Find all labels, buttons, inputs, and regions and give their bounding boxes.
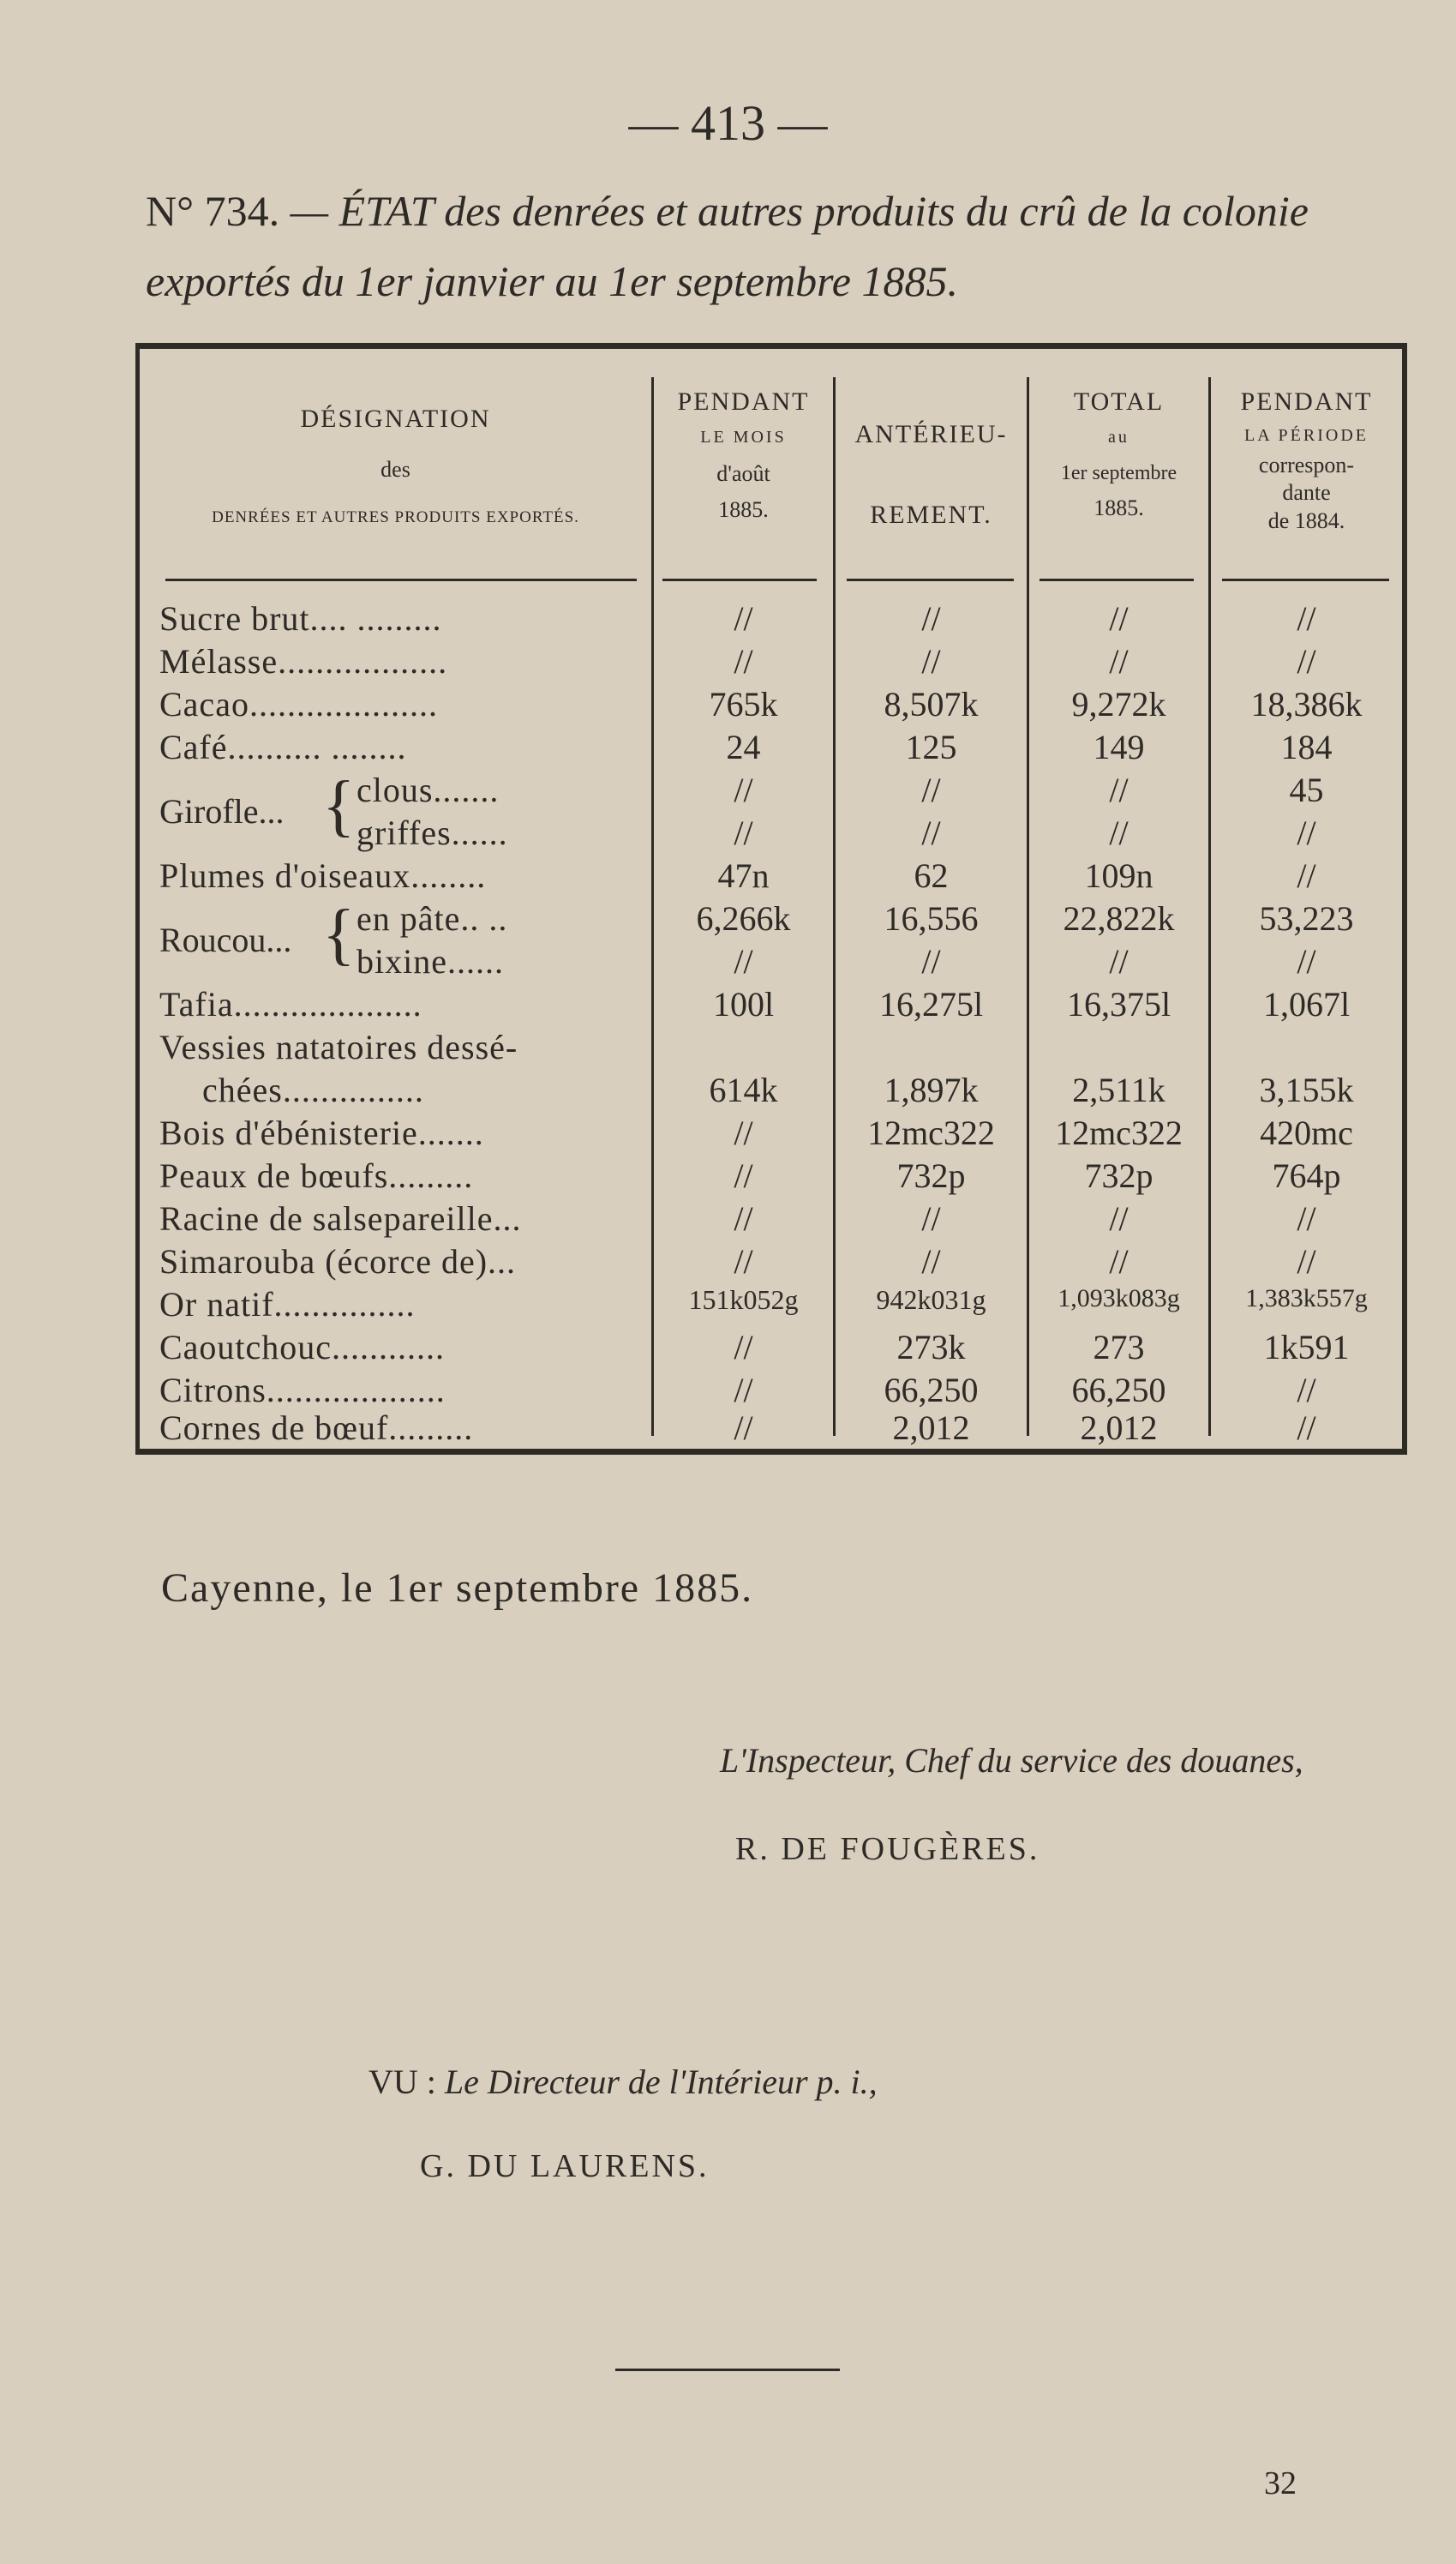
cell-value: 2,012 — [892, 1408, 970, 1447]
cell-value: 1k591 — [1263, 1328, 1350, 1366]
cell-value: 100l — [712, 985, 775, 1024]
cell-value: // — [1297, 1408, 1316, 1447]
cell-value: 764p — [1272, 1156, 1341, 1195]
cell-value: // — [734, 1371, 753, 1409]
cell-value: 66,250 — [884, 1371, 979, 1409]
cell-value: // — [1297, 642, 1316, 681]
cell-value: 53,223 — [1259, 899, 1354, 938]
group-label-roucou: Roucou... — [159, 921, 292, 959]
cell-value: // — [921, 642, 941, 681]
cell-value: 1,093k083g — [1058, 1284, 1180, 1312]
cell-value: 942k031g — [876, 1284, 986, 1315]
cell-value: 45 — [1289, 771, 1324, 809]
cell-value: // — [734, 1156, 753, 1195]
cell-value: // — [921, 942, 941, 981]
cell-value: 1,383k557g — [1245, 1284, 1368, 1312]
cell-value: 9,272k — [1071, 685, 1166, 724]
cell-value: 2,012 — [1080, 1408, 1158, 1447]
cell-value: // — [921, 814, 941, 852]
footer-rule — [615, 2369, 840, 2371]
cell-value: // — [734, 1199, 753, 1238]
cell-value: // — [734, 1242, 753, 1281]
cell-value: 420mc — [1260, 1114, 1353, 1152]
cell-value: // — [1297, 856, 1316, 895]
cell-value: 125 — [905, 728, 957, 766]
cell-value: 273k — [896, 1328, 966, 1366]
table-bottom-rule — [135, 1449, 1407, 1455]
header-rule-3 — [847, 579, 1014, 581]
cell-value: // — [1297, 1199, 1316, 1238]
cell-value: 765k — [709, 685, 778, 724]
signature-2-prefix: VU : — [368, 2063, 436, 2101]
cell-value: 1,067l — [1262, 985, 1351, 1024]
cell-value: // — [734, 942, 753, 981]
page-number: — 413 — — [628, 95, 828, 151]
cell-value: 184 — [1280, 728, 1333, 766]
group-label-girofle: Girofle... — [159, 792, 285, 831]
cell-value: 6,266k — [696, 899, 791, 938]
row-label: Simarouba (écorce de)... — [159, 1242, 517, 1281]
cell-value: 18,386k — [1250, 685, 1363, 724]
cell-value: 62 — [914, 856, 949, 895]
cell-value: // — [1297, 1371, 1316, 1409]
cell-value: // — [921, 1199, 941, 1238]
group-brace: { — [322, 768, 356, 844]
cell-value: 2,511k — [1072, 1071, 1165, 1109]
cell-value: 3,155k — [1259, 1071, 1354, 1109]
cell-value: // — [734, 1114, 753, 1152]
cell-value: // — [1297, 599, 1316, 638]
header-total: TOTAL au 1er septembre 1885. — [1060, 387, 1177, 520]
signature-1-name: R. DE FOUGÈRES. — [735, 1831, 1040, 1867]
header-rule-5 — [1222, 579, 1389, 581]
row-label: Sucre brut.... ......... — [159, 599, 442, 638]
cell-value: // — [734, 642, 753, 681]
cell-value: 8,507k — [884, 685, 979, 724]
cell-value: // — [1297, 814, 1316, 852]
cell-value: // — [734, 1408, 753, 1447]
cell-value: 1,897k — [884, 1071, 979, 1109]
cell-value: 47n — [717, 856, 770, 895]
cell-value: 16,375l — [1066, 985, 1171, 1024]
cell-value: // — [1109, 814, 1129, 852]
table-top-rule — [135, 343, 1407, 349]
title-number: N° 734. — [146, 187, 280, 235]
sheet-number: 32 — [1264, 2465, 1297, 2501]
cell-value: 732p — [1084, 1156, 1153, 1195]
cell-value: // — [1297, 942, 1316, 981]
cell-value: // — [1109, 642, 1129, 681]
header-before: ANTÉRIEU- REMENT. — [854, 420, 1008, 529]
header-rule-2 — [662, 579, 817, 581]
row-label: Tafia.................... — [159, 985, 422, 1024]
row-label: en pâte.. .. — [357, 899, 508, 938]
document-title — [146, 176, 1380, 316]
row-label: Cornes de bœuf......... — [159, 1408, 474, 1447]
cell-value: // — [734, 1328, 753, 1366]
cell-value: // — [734, 771, 753, 809]
export-table — [135, 343, 1407, 1455]
signature-2-title: Le Directeur de l'Intérieur p. i., — [444, 2063, 878, 2101]
place-date: Cayenne, le 1er septembre 1885. — [161, 1565, 754, 1611]
row-label: griffes...... — [357, 814, 508, 852]
cell-value: // — [921, 771, 941, 809]
cell-value: 109n — [1084, 856, 1153, 895]
cell-value: // — [1109, 1242, 1129, 1281]
cell-value: // — [734, 814, 753, 852]
row-label: Mélasse.................. — [159, 642, 448, 681]
row-label: Plumes d'oiseaux........ — [159, 856, 487, 895]
cell-value: // — [734, 599, 753, 638]
signature-2-role — [368, 2062, 878, 2102]
cell-value: // — [1109, 771, 1129, 809]
header-rule-4 — [1040, 579, 1194, 581]
title-text: — ÉTAT des denrées et autres produits du crû de la colonie exportés du 1er janvier au 1er septembre 1885. — [146, 187, 1309, 305]
header-period: PENDANT LA PÉRIODE correspon- dante de 1884. — [1240, 387, 1373, 533]
cell-value: // — [1109, 599, 1129, 638]
row-label: Or natif............... — [159, 1285, 416, 1324]
cell-value: 614k — [709, 1071, 778, 1109]
header-designation: DÉSIGNATION des DENRÉES ET AUTRES PRODUITS EXPORTÉS. — [212, 405, 579, 526]
cell-value: // — [1297, 1242, 1316, 1281]
row-label: Vessies natatoires dessé- — [159, 1028, 518, 1066]
table-right-rule — [1402, 343, 1407, 1455]
cell-value: 149 — [1093, 728, 1145, 766]
cell-value: 151k052g — [688, 1284, 799, 1315]
cell-value: // — [1109, 1199, 1129, 1238]
row-label: Café.......... ........ — [159, 728, 407, 766]
row-label: clous....... — [357, 771, 500, 809]
signature-1-role: L'Inspecteur, Chef du service des douanes, — [720, 1741, 1303, 1780]
row-label: Bois d'ébénisterie....... — [159, 1114, 484, 1152]
cell-value: 732p — [896, 1156, 966, 1195]
cell-value: 22,822k — [1063, 899, 1175, 938]
cell-value: 24 — [726, 728, 761, 766]
row-label: Caoutchouc............ — [159, 1328, 446, 1366]
cell-value: 16,556 — [884, 899, 979, 938]
group-brace: { — [322, 897, 356, 972]
cell-value: // — [921, 1242, 941, 1281]
cell-value: 66,250 — [1071, 1371, 1166, 1409]
header-month: PENDANT LE MOIS d'août 1885. — [677, 387, 810, 522]
cell-value: 16,275l — [878, 985, 984, 1024]
row-label: bixine...... — [357, 942, 504, 981]
row-label: Cacao.................... — [159, 685, 438, 724]
row-label: Racine de salsepareille... — [159, 1199, 522, 1238]
signature-2-name: G. DU LAURENS. — [420, 2148, 710, 2184]
row-label: chées............... — [202, 1071, 424, 1109]
cell-value: // — [1109, 942, 1129, 981]
cell-value: // — [921, 599, 941, 638]
row-label: Citrons................... — [159, 1371, 446, 1409]
header-rule-1 — [165, 579, 637, 581]
cell-value: 12mc322 — [867, 1114, 995, 1152]
cell-value: 273 — [1093, 1328, 1145, 1366]
cell-value: 12mc322 — [1055, 1114, 1183, 1152]
row-label: Peaux de bœufs......... — [159, 1156, 474, 1195]
